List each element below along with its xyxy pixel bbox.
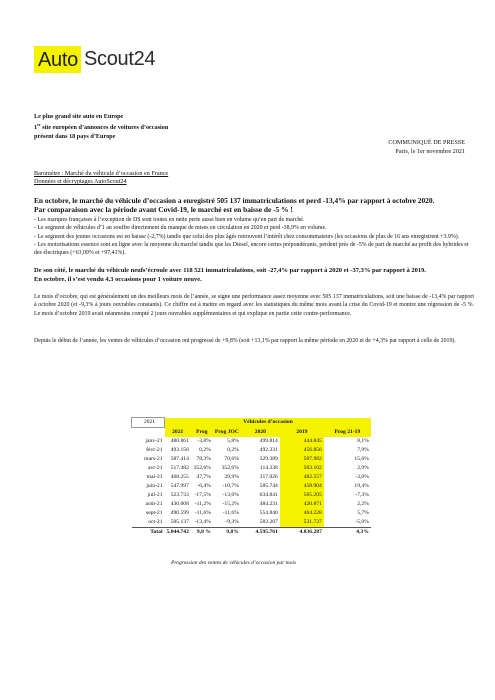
table-cell: -13,4% <box>194 518 211 525</box>
table-row <box>132 473 371 482</box>
sales-table <box>131 417 371 537</box>
table-cell: 565.205 <box>280 491 324 500</box>
table-cell: 480.861 <box>170 437 189 444</box>
press-release-header <box>388 139 465 156</box>
table-cell: avr-21 <box>148 464 163 471</box>
table-row <box>132 482 371 491</box>
table-cell: 0,2% <box>199 446 211 453</box>
table-cell: 317.026 <box>259 473 278 480</box>
bullet-list <box>34 216 474 257</box>
table-cell: 430.008 <box>170 500 189 507</box>
table-cell: 585.744 <box>259 482 278 489</box>
barometer-header <box>34 170 168 187</box>
table-row <box>132 500 371 509</box>
table-cell: 352,6% <box>193 464 211 471</box>
table-cell: 505.137 <box>170 518 189 525</box>
table-cell: 456.856 <box>280 446 324 455</box>
table-cell: -5,0% <box>355 518 369 525</box>
table-cell: 329.389 <box>259 455 278 462</box>
table-cell: 503.102 <box>280 464 324 473</box>
table-cell: sept-21 <box>146 509 163 516</box>
table-header-row <box>132 428 371 437</box>
table-cell: 9,8% <box>213 527 241 537</box>
table-cell: -13,6% <box>222 491 239 498</box>
table-cell: 634.841 <box>259 491 278 498</box>
logo-auto: Auto <box>34 46 81 73</box>
press-release-label: COMMUNIQUÉ DE PRESSE <box>388 139 465 146</box>
table-group-header-row <box>132 418 371 428</box>
table-cell: 420.871 <box>280 500 324 509</box>
table-cell: 554.840 <box>259 509 278 516</box>
table-cell: 531.737 <box>280 518 324 528</box>
table-cell: 15,6% <box>354 455 369 462</box>
table-cell: 464.228 <box>280 509 324 518</box>
table-cell: -9,3% <box>225 518 239 525</box>
new-car-headline-line-1: De son côté, le marché du véhicule neufs’écroule avec 118 521 immatriculations, soit -27,4% par rapport à 2020 et -37,3% par rapport à 2019. <box>34 267 427 274</box>
table-cell: 547.997 <box>170 482 189 489</box>
table-cell: 114.338 <box>259 464 278 471</box>
table-cell: 78,3% <box>196 455 211 462</box>
table-row <box>132 464 371 473</box>
table-cell: juil-21 <box>147 491 163 498</box>
autoscout24-logo <box>34 46 155 73</box>
col-header: 2021 <box>165 428 191 437</box>
table-cell: 8,1% <box>357 437 369 444</box>
table-cell: 517.482 <box>170 464 189 471</box>
table-cell: Total <box>132 527 165 537</box>
table-cell: oct-21 <box>148 518 163 525</box>
col-header: 2019 <box>280 428 324 437</box>
table-cell: 70,6% <box>224 455 239 462</box>
table-cell: -3,0% <box>355 473 369 480</box>
table-cell: juin-21 <box>146 482 163 489</box>
table-cell: -6,4% <box>197 482 211 489</box>
table-group-header: Véhicules d’occasion <box>165 418 371 428</box>
intro-line-1: Le plus grand site auto en Europe <box>34 113 124 120</box>
table-cell: 482.557 <box>280 473 324 482</box>
table-cell: -17,5% <box>194 491 211 498</box>
table-cell: 19,4% <box>354 482 369 489</box>
table-year-label: 2021 <box>132 418 165 428</box>
table-row <box>132 446 371 455</box>
col-header: Prog <box>191 428 213 437</box>
table-row <box>132 437 371 446</box>
table-cell: 5.044.742 <box>166 528 189 535</box>
table-cell: janv-21 <box>145 437 163 444</box>
table-header-empty <box>132 428 165 437</box>
table-cell: 493.156 <box>170 446 189 453</box>
press-release-date: Paris, le 1er novembre 2021 <box>395 147 465 155</box>
table-cell: 9,8 % <box>191 527 213 537</box>
headline-line-2: Par comparaison avec la période avant Covid-19, le marché est en baisse de -5 % ! <box>34 205 293 215</box>
table-cell: 484.231 <box>259 500 278 507</box>
table-row <box>132 509 371 518</box>
col-header: Prog 21-19 <box>324 428 371 437</box>
table-cell: 5,8% <box>227 437 239 444</box>
table-cell: 7,9% <box>357 446 369 453</box>
new-car-headline <box>34 266 474 285</box>
table-cell: -11,2% <box>194 500 211 507</box>
table-cell: 468.255 <box>170 473 189 480</box>
table-cell: -15,2% <box>222 500 239 507</box>
table-cell: -11,6% <box>222 509 239 516</box>
intro-line-2: 1er site européen d’annonces de voitures d’occasion <box>34 122 169 132</box>
table-cell: mai-21 <box>146 473 163 480</box>
table-cell: 352,6% <box>221 464 239 471</box>
table-cell: août-21 <box>145 500 163 507</box>
table-total-row <box>132 527 371 537</box>
table-cell: févr-21 <box>146 446 163 453</box>
table-cell: -10,7% <box>222 482 239 489</box>
paragraph-year-to-date: Depuis le début de l’année, les ventes de véhicules d’occasion ont progressé de +9,8% (soit +13,1% par rapport la même période en 2020 et de +4,3% par rapport à celle de 2019). <box>34 338 456 344</box>
headline-line-1: En octobre, le marché du véhicule d’occasion a enregistré 505 137 immatriculations et perd -13,4% par rapport à octobre 2020. <box>34 196 435 205</box>
table-cell: 458.904 <box>280 482 324 491</box>
table-cell: -3,8% <box>197 437 211 444</box>
table-cell: mars-21 <box>144 455 163 462</box>
table-cell: 2,2% <box>357 500 369 507</box>
logo-scout24: Scout24 <box>83 48 156 70</box>
table-cell: 4.836.287 <box>280 527 324 537</box>
table-cell: 5,7% <box>357 509 369 516</box>
table-cell: 0,2% <box>227 446 239 453</box>
table-cell: 587.414 <box>170 455 189 462</box>
table-cell: 4,3% <box>324 527 371 537</box>
bullet-item: - Le segment de véhicules d’1 an souffre directement du manque de mises en circulation en 2020 et perd -38,9% en volume. <box>34 225 327 232</box>
barometer-title: Baromètre : Marché du véhicule d’occasion en France <box>34 170 169 177</box>
col-header: Prog JOC <box>214 428 239 435</box>
table-row <box>132 518 371 528</box>
table-cell: 4.595.761 <box>241 527 280 537</box>
table-cell: 490.599 <box>170 509 189 516</box>
bullet-item: - Les motorisations essence sont en ligne avec la moyenne du marché tandis que les Diesel, encore certes prépondérants, perdent près de -5% de part de marché au profit des hybrides et des électriques (+63,09% et +97,41%). <box>34 241 469 257</box>
table-cell: 492.331 <box>259 446 278 453</box>
table-cell: 444.845 <box>280 437 324 446</box>
bullet-item: - Le segment des jeunes occasions est en baisse (-2,7%) tandis que celui des plus âgés retrouvent l’intérêt chez consommateurs (les occasions de plus de 16 ans enregistrent +3.9%). <box>34 233 460 240</box>
company-intro <box>34 113 168 141</box>
table-cell: 39,9% <box>224 473 239 480</box>
intro-line-3: présent dans 18 pays d’Europe <box>34 132 116 140</box>
table-cell: -7,3% <box>355 491 369 498</box>
barometer-subtitle: Données et décryptages AutoScout24 <box>34 178 127 186</box>
paragraph-october: Le mois d’octobre, qui est généralement un des meilleurs mois de l’année, se signe une performance assez moyenne avec 505 137 immatriculations, soit une baisse de -13,4% par rapport à octobre 2020 (et -9,3% à jours ouvrables constants). Ce chiffre est à mettre en regard avec les statistiques du même mois avant la crise du Covid-19 et montre une régression de -5 %. Le mois d’octobre 2019 avait néanmoins compté 2 jours ouvrables supplémentaires et qui explique en partie cette contre-performance. <box>34 294 474 317</box>
table-cell: 47,7% <box>196 473 211 480</box>
table-caption: Progression des ventes de véhicules d’occasion par mois <box>171 560 296 566</box>
col-header: 2020 <box>241 428 280 437</box>
table-cell: -11,6% <box>194 509 211 516</box>
headline <box>34 196 474 214</box>
table-cell: 499.814 <box>259 437 278 444</box>
bullet-item: - Les marques françaises à l’exception de DS sont toutes en nette perte aussi bien en volume qu’en part de marché. <box>34 217 305 223</box>
table-row <box>132 455 371 464</box>
table-cell: 507.982 <box>280 455 324 464</box>
table-cell: 583.207 <box>259 518 278 525</box>
table-cell: 523.733 <box>170 491 189 498</box>
new-car-headline-line-2: En octobre, il s’est vendu 4,3 occasions pour 1 voiture neuve. <box>34 276 202 284</box>
table-row <box>132 491 371 500</box>
table-cell: 2,9% <box>357 464 369 471</box>
